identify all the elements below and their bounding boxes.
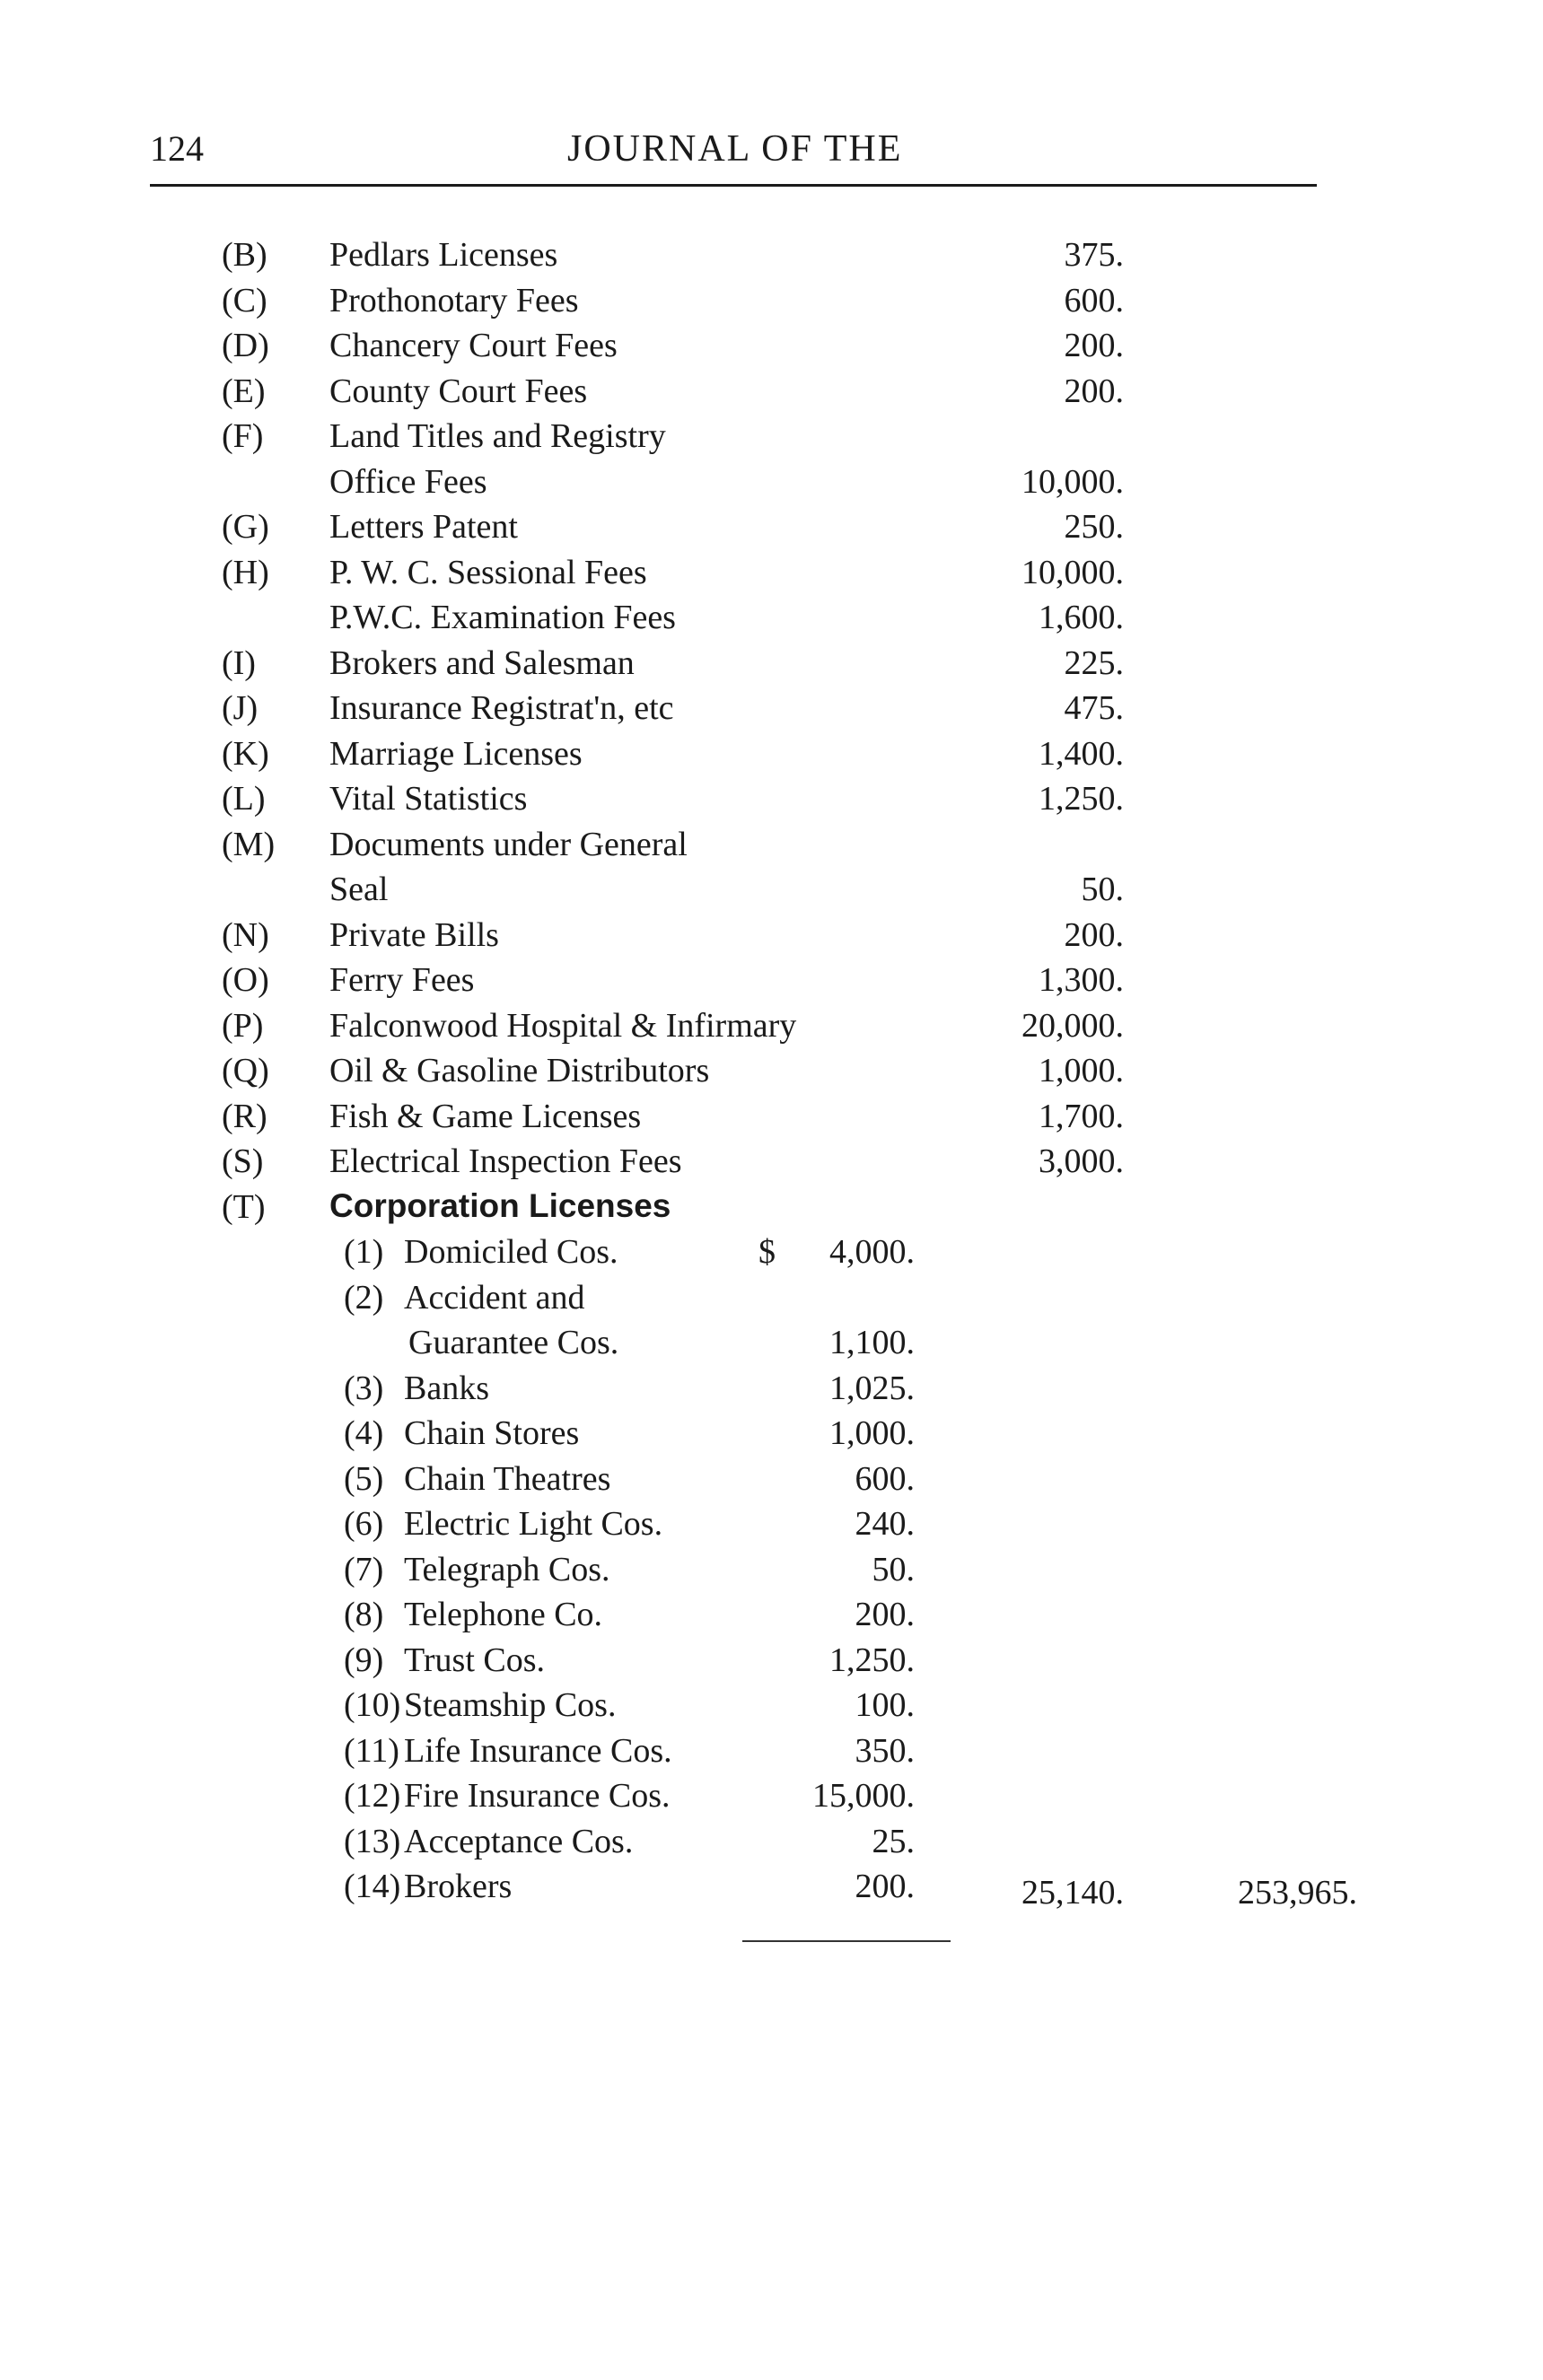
corp-item-amount: 200. xyxy=(855,1868,915,1905)
item-description: Oil & Gasoline Distributors xyxy=(329,1052,710,1089)
corp-item-amount: 100. xyxy=(855,1686,915,1724)
item-letter: (L) xyxy=(222,780,266,818)
item-description: Pedlars Licenses xyxy=(329,236,558,274)
item-description: Vital Statistics xyxy=(329,780,528,818)
corp-item-number: (11) xyxy=(344,1731,399,1770)
item-description: P. W. C. Sessional Fees xyxy=(329,553,647,591)
corp-item-description: Telegraph Cos. xyxy=(404,1550,610,1588)
corp-item-description: Chain Theatres xyxy=(404,1459,611,1498)
item-letter: (M) xyxy=(222,825,276,863)
item-amount: 50. xyxy=(1081,871,1124,908)
item-description: Seal xyxy=(329,871,389,908)
item-amount: 475. xyxy=(1064,689,1124,727)
grand-total: 253,965. xyxy=(1238,1874,1357,1912)
item-amount: 10,000. xyxy=(1021,553,1124,591)
corp-item-number: (6) xyxy=(344,1505,384,1543)
item-letter: (F) xyxy=(222,417,264,455)
corp-item-amount: 1,025. xyxy=(829,1369,915,1407)
corp-item-description: Life Insurance Cos. xyxy=(404,1731,672,1770)
corp-item-amount: 1,000. xyxy=(829,1414,915,1452)
corp-item-number: (8) xyxy=(344,1596,384,1633)
item-description: Letters Patent xyxy=(329,508,518,546)
corp-item-description: Electric Light Cos. xyxy=(404,1505,663,1543)
corp-item-number: (4) xyxy=(344,1414,384,1452)
item-description: Office Fees xyxy=(329,462,487,501)
corp-item-number: (7) xyxy=(344,1550,384,1588)
item-letter: (D) xyxy=(222,327,269,364)
corp-item-number: (14) xyxy=(344,1868,401,1905)
item-letter: (N) xyxy=(222,915,269,954)
corp-item-number: (3) xyxy=(344,1369,384,1407)
item-amount: 1,000. xyxy=(1039,1052,1124,1089)
item-letter: (S) xyxy=(222,1142,264,1180)
item-letter: (I) xyxy=(222,643,256,682)
corp-item-amount: 25. xyxy=(872,1822,915,1860)
corp-item-amount: 4,000. xyxy=(829,1233,915,1271)
item-description: Documents under General xyxy=(329,825,688,863)
item-amount: 600. xyxy=(1064,281,1124,319)
corp-item-number: (5) xyxy=(344,1459,384,1498)
item-description: Ferry Fees xyxy=(329,961,475,999)
item-description: County Court Fees xyxy=(329,372,588,410)
item-amount: 200. xyxy=(1064,915,1124,954)
corp-item-amount: 350. xyxy=(855,1731,915,1770)
corp-item-description: Steamship Cos. xyxy=(404,1686,617,1724)
item-letter: (Q) xyxy=(222,1052,269,1089)
item-description: Prothonotary Fees xyxy=(329,281,579,319)
item-description: Electrical Inspection Fees xyxy=(329,1142,682,1180)
item-description: Brokers and Salesman xyxy=(329,643,635,682)
header-rule xyxy=(150,184,1317,187)
corp-item-description: Telephone Co. xyxy=(404,1596,603,1633)
corp-item-amount: 1,100. xyxy=(829,1324,915,1361)
item-letter: (T) xyxy=(222,1187,266,1226)
corp-item-number: (12) xyxy=(344,1777,401,1815)
corp-item-number: (1) xyxy=(344,1233,384,1271)
item-amount: 200. xyxy=(1064,372,1124,410)
item-letter: (O) xyxy=(222,961,269,999)
corp-item-amount: 240. xyxy=(855,1505,915,1543)
item-amount: 375. xyxy=(1064,236,1124,274)
corp-item-amount: 600. xyxy=(855,1459,915,1498)
item-description: Fish & Game Licenses xyxy=(329,1097,642,1135)
corp-item-number: (10) xyxy=(344,1686,401,1724)
item-description: Chancery Court Fees xyxy=(329,327,618,364)
item-amount: 1,300. xyxy=(1039,961,1124,999)
running-head: JOURNAL OF THE xyxy=(567,128,903,170)
page-number: 124 xyxy=(150,128,204,169)
item-amount: 1,400. xyxy=(1039,734,1124,773)
item-description: Land Titles and Registry xyxy=(329,417,666,455)
item-amount: 3,000. xyxy=(1039,1142,1124,1180)
corp-item-description: Brokers xyxy=(404,1868,513,1905)
corp-item-description: Banks xyxy=(404,1369,489,1407)
item-letter: (B) xyxy=(222,236,267,274)
corp-item-description: Acceptance Cos. xyxy=(404,1822,634,1860)
item-amount: 250. xyxy=(1064,508,1124,546)
item-description: Falconwood Hospital & Infirmary xyxy=(329,1006,797,1045)
corp-item-amount: 50. xyxy=(872,1550,915,1588)
corp-item-description: Domiciled Cos. xyxy=(404,1233,618,1271)
item-letter: (J) xyxy=(222,689,259,727)
item-amount: 20,000. xyxy=(1021,1006,1124,1045)
corp-item-description: Accident and xyxy=(404,1278,585,1317)
item-description: Corporation Licenses xyxy=(329,1186,671,1224)
corp-item-description: Chain Stores xyxy=(404,1414,580,1452)
item-description: Marriage Licenses xyxy=(329,734,583,773)
item-letter: (P) xyxy=(222,1006,264,1045)
item-amount: 10,000. xyxy=(1021,462,1124,501)
corp-item-amount: 200. xyxy=(855,1596,915,1633)
item-letter: (C) xyxy=(222,281,267,319)
corporation-subtotal: 25,140. xyxy=(1021,1874,1124,1912)
item-letter: (H) xyxy=(222,553,269,591)
dollar-sign: $ xyxy=(758,1233,776,1271)
item-amount: 1,250. xyxy=(1039,780,1124,818)
item-amount: 225. xyxy=(1064,643,1124,682)
corp-item-amount: 1,250. xyxy=(829,1641,915,1679)
item-description: Insurance Registrat'n, etc xyxy=(329,689,674,727)
corp-item-number: (9) xyxy=(344,1641,384,1679)
end-rule xyxy=(742,1940,951,1942)
item-description: Private Bills xyxy=(329,915,499,954)
item-letter: (K) xyxy=(222,734,269,773)
item-letter: (R) xyxy=(222,1097,267,1135)
item-description: P.W.C. Examination Fees xyxy=(329,599,676,636)
item-amount: 1,600. xyxy=(1039,599,1124,636)
item-amount: 200. xyxy=(1064,327,1124,364)
item-letter: (G) xyxy=(222,508,269,546)
corp-item-number: (2) xyxy=(344,1278,384,1317)
corp-item-amount: 15,000. xyxy=(812,1777,915,1815)
corp-item-description: Trust Cos. xyxy=(404,1641,546,1679)
item-letter: (E) xyxy=(222,372,266,410)
corp-item-number: (13) xyxy=(344,1822,401,1860)
item-amount: 1,700. xyxy=(1039,1097,1124,1135)
corp-item-description: Guarantee Cos. xyxy=(408,1324,619,1361)
corp-item-description: Fire Insurance Cos. xyxy=(404,1777,671,1815)
